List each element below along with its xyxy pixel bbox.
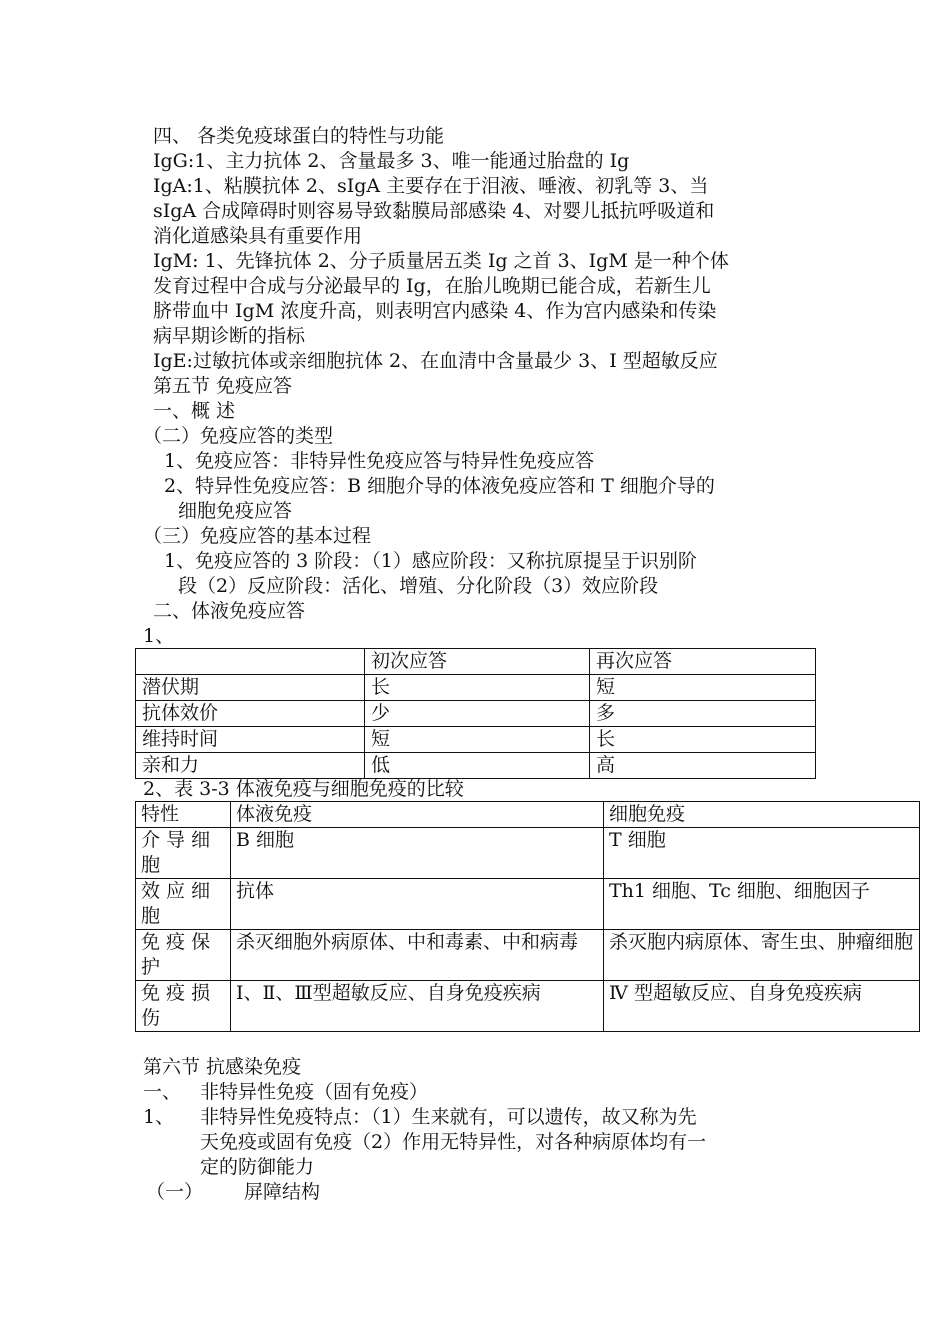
- immunity-comparison-table: [135, 801, 920, 1032]
- section-heading: 非特异性免疫（固有免疫）: [200, 1081, 429, 1103]
- iga-text: sIgA 合成障碍时则容易导致黏膜局部感染 4、对婴儿抵抗呼吸道和: [153, 200, 715, 222]
- paragraph-line: 非特异性免疫特点：（1）生来就有，可以遗传，故又称为先: [200, 1106, 697, 1128]
- table-cell: [604, 930, 920, 981]
- table-header-row: [136, 649, 816, 675]
- table-cell: 抗体: [231, 879, 604, 930]
- cell-label: 效 应 细 胞: [141, 880, 211, 927]
- table-cell: 潜伏期: [136, 675, 365, 701]
- table-row: [136, 701, 816, 727]
- section-heading: 一、概 述: [153, 400, 236, 422]
- list-number: （一）: [146, 1181, 204, 1203]
- table-cell: [136, 981, 231, 1032]
- table-row: [136, 675, 816, 701]
- table-header-cell: 细胞免疫: [604, 802, 920, 828]
- list-item: 2、特异性免疫应答：B 细胞介导的体液免疫应答和 T 细胞介导的: [164, 475, 715, 497]
- subsection-heading: 屏障结构: [244, 1181, 321, 1203]
- igm-text: IgM: 1、先锋抗体 2、分子质量居五类 Ig 之首 3、IgM 是一种个体: [153, 250, 729, 272]
- table-cell: 抗体效价: [136, 701, 365, 727]
- table-cell: 低: [365, 753, 590, 779]
- table-header-cell: [136, 649, 365, 675]
- chapter-title: 第五节 免疫应答: [153, 375, 293, 397]
- ige-text: IgE:过敏抗体或亲细胞抗体 2、在血清中含量最少 3、I 型超敏反应: [153, 350, 718, 372]
- table-cell: 短: [365, 727, 590, 753]
- subsection-heading: （三）免疫应答的基本过程: [143, 525, 372, 547]
- iga-text: 消化道感染具有重要作用: [153, 225, 363, 247]
- table-cell: 高: [590, 753, 816, 779]
- table-cell: [136, 879, 231, 930]
- table-row: [136, 727, 816, 753]
- list-item-continuation: 细胞免疫应答: [178, 500, 293, 522]
- table-header-cell: 再次应答: [590, 649, 816, 675]
- cell-label: 介 导 细 胞: [141, 829, 211, 876]
- table-cell: 长: [590, 727, 816, 753]
- table-header-cell: 体液免疫: [231, 802, 604, 828]
- table-cell: T 细胞: [604, 828, 920, 879]
- table-caption: 2、表 3-3 体液免疫与细胞免疫的比较: [143, 778, 464, 800]
- table-cell: [231, 981, 604, 1032]
- list-item: 1、免疫应答的 3 阶段：（1）感应阶段：又称抗原提呈于识别阶: [164, 550, 697, 572]
- table-cell: [231, 930, 604, 981]
- igm-text: 发育过程中合成与分泌最早的 Ig，在胎儿晚期已能合成，若新生儿: [153, 275, 711, 297]
- list-item-continuation: 段（2）反应阶段：活化、增殖、分化阶段（3）效应阶段: [178, 575, 659, 597]
- table-cell: 短: [590, 675, 816, 701]
- iga-text: IgA:1、粘膜抗体 2、sIgA 主要存在于泪液、唾液、初乳等 3、当: [153, 175, 709, 197]
- table-cell: 亲和力: [136, 753, 365, 779]
- paragraph-line: 天免疫或固有免疫（2）作用无特异性，对各种病原体均有一: [200, 1131, 707, 1153]
- table-cell: 维持时间: [136, 727, 365, 753]
- list-number: 1、: [143, 1106, 175, 1128]
- igm-text: 脐带血中 IgM 浓度升高，则表明宫内感染 4、作为宫内感染和传染: [153, 300, 717, 322]
- table-cell: 长: [365, 675, 590, 701]
- list-number: 一、: [143, 1081, 182, 1103]
- table-cell: [604, 981, 920, 1032]
- table-row: [136, 981, 920, 1032]
- subsection-heading: （二）免疫应答的类型: [143, 425, 334, 447]
- table-cell: [136, 930, 231, 981]
- response-comparison-table: [135, 648, 816, 779]
- cell-text: Ⅳ 型超敏反应、自身免疫疾病: [609, 982, 863, 1004]
- table-header-row: [136, 802, 920, 828]
- list-item: 1、免疫应答：非特异性免疫应答与特异性免疫应答: [164, 450, 595, 472]
- paragraph-line: 定的防御能力: [200, 1156, 315, 1178]
- cell-label: 免 疫 损 伤: [141, 982, 211, 1029]
- table-row: [136, 828, 920, 879]
- chapter-title: 第六节 抗感染免疫: [143, 1056, 302, 1078]
- table-cell: [136, 828, 231, 879]
- igm-text: 病早期诊断的指标: [153, 325, 306, 347]
- table-cell: B 细胞: [231, 828, 604, 879]
- cell-text: 杀灭细胞外病原体、中和毒素、中和病毒: [236, 931, 579, 953]
- section-heading: 四、 各类免疫球蛋白的特性与功能: [153, 125, 445, 147]
- table-cell: 少: [365, 701, 590, 727]
- table-row: [136, 753, 816, 779]
- table-cell: 多: [590, 701, 816, 727]
- igg-text: IgG:1、主力抗体 2、含量最多 3、唯一能通过胎盘的 Ig: [153, 150, 630, 172]
- section-heading: 二、体液免疫应答: [153, 600, 306, 622]
- cell-label: 免 疫 保 护: [141, 931, 211, 978]
- table-cell: Th1 细胞、Tc 细胞、细胞因子: [604, 879, 920, 930]
- table-header-cell: 初次应答: [365, 649, 590, 675]
- table-row: [136, 930, 920, 981]
- list-number: 1、: [143, 625, 175, 647]
- cell-text: Ⅰ、Ⅱ、Ⅲ型超敏反应、自身免疫疾病: [236, 982, 541, 1004]
- table-header-cell: 特性: [136, 802, 231, 828]
- table-row: [136, 879, 920, 930]
- cell-text: 杀灭胞内病原体、寄生虫、肿瘤细胞: [609, 931, 914, 953]
